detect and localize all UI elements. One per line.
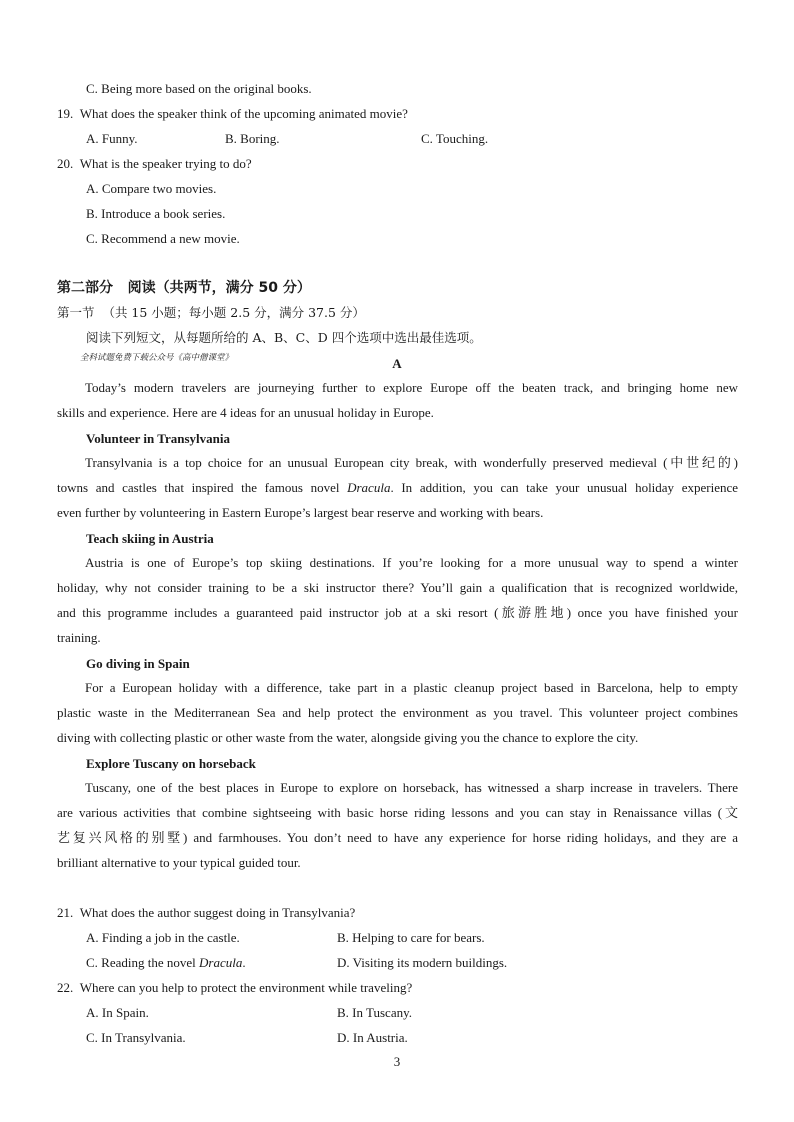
- paragraph-line: towns and castles that inspired the famous novel Dracula. In addition, you can take your unusual holiday experience: [57, 480, 738, 495]
- q22-option-c: C. In Transylvania.: [86, 1030, 186, 1045]
- q22-option-a: A. In Spain.: [86, 1005, 149, 1020]
- passage-label: A: [392, 356, 402, 371]
- paragraph-line: Tuscany, one of the best places in Europe to explore on horseback, has witnessed a sharp increase in travelers. There: [85, 780, 738, 795]
- q22-option-d: D. In Austria.: [337, 1030, 408, 1045]
- paragraph-line: diving with collecting plastic or other waste from the water, alongside giving you the chance to explore the city.: [57, 730, 639, 745]
- passage-intro-line: Today’s modern travelers are journeying further to explore Europe off the beaten track, and bringing home new: [85, 380, 738, 395]
- q20-option-c: C. Recommend a new movie.: [86, 231, 240, 246]
- q20-option-a: A. Compare two movies.: [86, 181, 217, 196]
- paragraph-line: and this programme includes a guaranteed paid instructor job at a ski resort (旅游胜地) once you have finished your: [57, 605, 738, 620]
- paragraph-line: are various activities that combine sightseeing with basic horse riding lessons and you can stay in Renaissance villas (文: [57, 805, 738, 820]
- q22-stem: 22. Where can you help to protect the environment while traveling?: [57, 980, 413, 995]
- paragraph-line: plastic waste in the Mediterranean Sea and help protect the environment as you travel. This volunteer project combines: [57, 705, 738, 720]
- paragraph-line: 艺复兴风格的别墅) and farmhouses. You don’t need to have any experience for horse riding holidays, and they are a: [57, 830, 738, 845]
- passage-intro-line: skills and experience. Here are 4 ideas for an unusual holiday in Europe.: [57, 405, 434, 420]
- paragraph-line: even further by volunteering in Eastern Europe’s largest bear reserve and working with bears.: [57, 505, 544, 520]
- q21-option-a: A. Finding a job in the castle.: [86, 930, 240, 945]
- q22-option-b: B. In Tuscany.: [337, 1005, 413, 1020]
- q21-option-d: D. Visiting its modern buildings.: [337, 955, 508, 970]
- paragraph-austria: [57, 550, 738, 650]
- q20-stem: 20. What is the speaker trying to do?: [57, 156, 252, 171]
- heading-spain: Go diving in Spain: [86, 656, 190, 671]
- q21-stem: 21. What does the author suggest doing in Transylvania?: [57, 905, 356, 920]
- heading-austria: Teach skiing in Austria: [86, 531, 214, 546]
- q21-option-b: B. Helping to care for bears.: [337, 930, 485, 945]
- q19-option-a: A. Funny.: [86, 131, 138, 146]
- paragraph-spain: [57, 675, 738, 750]
- paragraph-line: brilliant alternative to your typical guided tour.: [57, 855, 301, 870]
- q21-option-c: C. Reading the novel Dracula.: [86, 955, 246, 970]
- paragraph-line: holiday, why not consider training to be a ski instructor there? You’ll gain a qualification that is recognized worldwide,: [57, 580, 738, 595]
- heading-transylvania: Volunteer in Transylvania: [86, 431, 230, 446]
- watermark-text: 全科试题免费下载公众号《高中僧课堂》: [80, 353, 234, 363]
- q18-option-c: C. Being more based on the original books.: [86, 81, 312, 96]
- page-number: 3: [393, 1054, 401, 1069]
- paragraph-line: Austria is one of Europe’s top skiing destinations. If you’re looking for a more unusual way to spend a winter: [85, 555, 738, 570]
- section-instruction: 阅读下列短文，从每题所给的 A、B、C、D 四个选项中选出最佳选项。: [86, 330, 482, 345]
- q20-option-b: B. Introduce a book series.: [86, 206, 226, 221]
- q19-option-c: C. Touching.: [421, 131, 489, 146]
- section-title: 第二部分 阅读（共两节，满分 50 分）: [57, 280, 311, 296]
- paragraph-transylvania: [57, 450, 738, 525]
- paragraph-line: For a European holiday with a difference, take part in a plastic cleanup project based in Barcelona, help to empty: [85, 680, 738, 695]
- section-subtitle: 第一节 （共 15 小题；每小题 2.5 分，满分 37.5 分）: [57, 305, 365, 320]
- passage-intro: [57, 375, 738, 425]
- q19-stem: 19. What does the speaker think of the upcoming animated movie?: [57, 106, 408, 121]
- paragraph-tuscany: [57, 775, 738, 875]
- paragraph-line: Transylvania is a top choice for an unusual European city break, with wonderfully preserved medieval (中世纪的): [85, 455, 738, 470]
- heading-tuscany: Explore Tuscany on horseback: [86, 756, 256, 771]
- paragraph-line: training.: [57, 630, 101, 645]
- q19-option-b: B. Boring.: [225, 131, 280, 146]
